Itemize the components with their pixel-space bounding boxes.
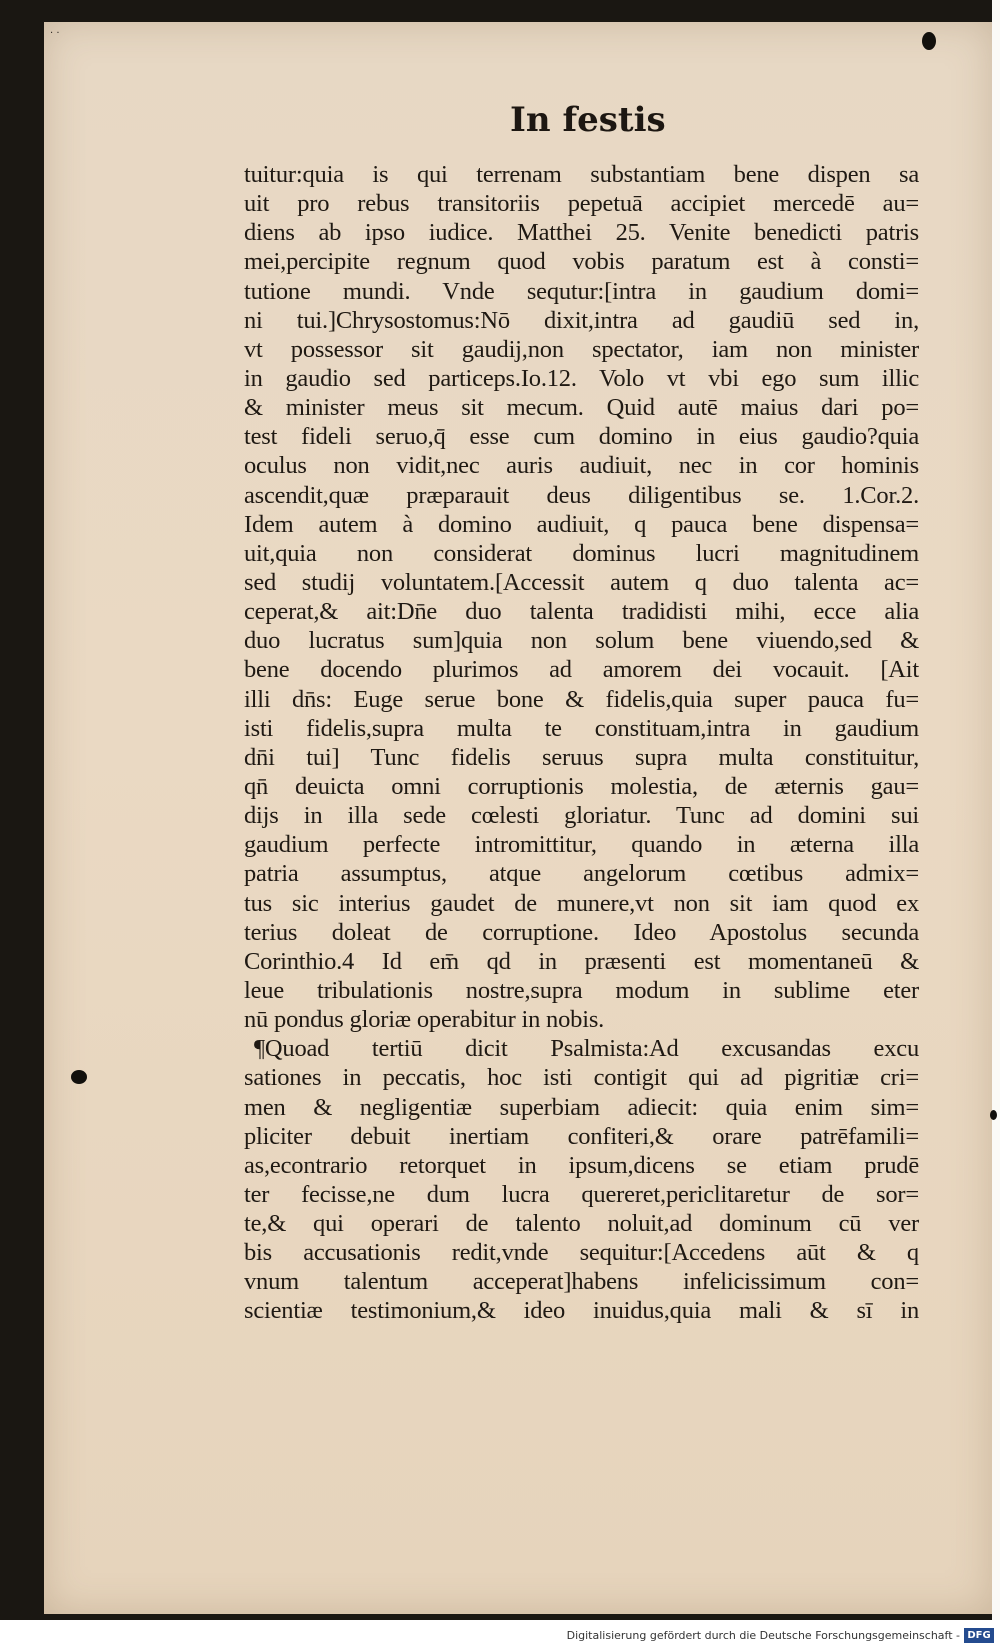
text-line: bene docendo plurimos ad amorem dei vocauit. [Ait (244, 656, 919, 684)
text-line: leue tribulationis nostre,supra modum in sublime eter (244, 976, 919, 1004)
text-line: gaudium perfecte intromittitur, quando in æterna illa (244, 831, 919, 859)
text-line: diens ab ipso iudice. Matthei 25. Venite benedicti patris (244, 219, 919, 247)
text-line: ceperat,& ait:Dn̄e duo talenta tradidisti mihi, ecce alia (244, 598, 919, 626)
running-title: In festis (510, 100, 666, 140)
text-line: vt possessor sit gaudij,non spectator, iam non minister (244, 335, 919, 363)
ink-spot (922, 32, 936, 50)
text-line: mei,percipite regnum quod vobis paratum est à consti= (244, 248, 919, 276)
text-line: & minister meus sit mecum. Quid autē maius dari po= (244, 394, 919, 422)
text-line: ascendit,quæ præparauit deus diligentibus se. 1.Cor.2. (244, 481, 919, 509)
text-line: ter fecisse,ne dum lucra quereret,periclitaretur de sor= (244, 1180, 919, 1208)
text-line: tus sic interius gaudet de munere,vt non sit iam quod ex (244, 889, 919, 917)
page-mark: · · (50, 28, 60, 39)
ink-spot (71, 1070, 87, 1084)
text-line: nū pondus gloriæ operabitur in nobis. (244, 1006, 605, 1034)
text-line: isti fidelis,supra multa te constituam,intra in gaudium (244, 714, 919, 742)
text-line: tutione mundi. Vnde sequtur:[intra in gaudium domi= (244, 277, 919, 305)
text-line: tuitur:quia is qui terrenam substantiam bene dispen sa (244, 161, 919, 188)
text-line: in gaudio sed particeps.Io.12. Volo vt vbi ego sum illic (244, 364, 919, 392)
ink-spot (990, 1110, 997, 1120)
text-line: te,& qui operari de talento noluit,ad dominum cū ver (244, 1210, 919, 1238)
page-edge (992, 0, 1000, 1620)
text-line: qn̄ deuicta omni corruptionis molestia, de æternis gau= (244, 772, 919, 800)
text-line: sationes in peccatis, hoc isti contigit qui ad pigritiæ cri= (244, 1064, 919, 1092)
text-line: uit,quia non considerat dominus lucri magnitudinem (244, 539, 919, 567)
text-line: vnum talentum acceperat]habens infelicissimum con= (244, 1268, 919, 1296)
text-line: scientiæ testimonium,& ideo inuidus,quia mali & sī in (244, 1297, 919, 1325)
body-text (244, 160, 919, 1326)
text-line: test fideli seruo,q̄ esse cum domino in eius gaudio?quia (244, 423, 919, 451)
text-line: dn̄i tui] Tunc fidelis seruus supra multa constituitur, (244, 743, 919, 771)
text-line: patria assumptus, atque angelorum cœtibus admix= (244, 860, 919, 888)
text-line: men & negligentiæ superbiam adiecit: quia enim sim= (244, 1093, 919, 1121)
text-line: illi dn̄s: Euge serue bone & fidelis,quia super pauca fu= (244, 685, 919, 713)
text-line: Idem autem à domino audiuit, q pauca bene dispensa= (244, 510, 919, 538)
text-line: duo lucratus sum]quia non solum bene viuendo,sed & (244, 627, 919, 655)
dfg-logo: DFG (964, 1628, 994, 1643)
text-line: ¶Quoad tertiū dicit Psalmista:Ad excusandas excu (254, 1035, 919, 1063)
text-line: bis accusationis redit,vnde sequitur:[Accedens aūt & q (244, 1239, 919, 1267)
digitization-credit: Digitalisierung gefördert durch die Deutsche Forschungsgemeinschaft - (566, 1629, 960, 1642)
text-line: sed studij voluntatem.[Accessit autem q duo talenta ac= (244, 568, 919, 596)
text-line: pliciter debuit inertiam confiteri,& orare patrēfamili= (244, 1122, 919, 1150)
text-line: uit pro rebus transitoriis pepetuā accipiet mercedē au= (244, 190, 919, 218)
text-line: dijs in illa sede cœlesti gloriatur. Tunc ad domini sui (244, 802, 919, 830)
text-line: as,econtrario retorquet in ipsum,dicens se etiam prudē (244, 1151, 919, 1179)
text-line: oculus non vidit,nec auris audiuit, nec in cor hominis (244, 452, 919, 480)
text-line: terius doleat de corruptione. Ideo Apostolus secunda (244, 918, 919, 946)
text-line: ni tui.]Chrysostomus:Nō dixit,intra ad gaudiū sed in, (244, 306, 919, 334)
text-line: Corinthio.4 Id em̄ qd in præsenti est momentaneū & (244, 947, 919, 975)
